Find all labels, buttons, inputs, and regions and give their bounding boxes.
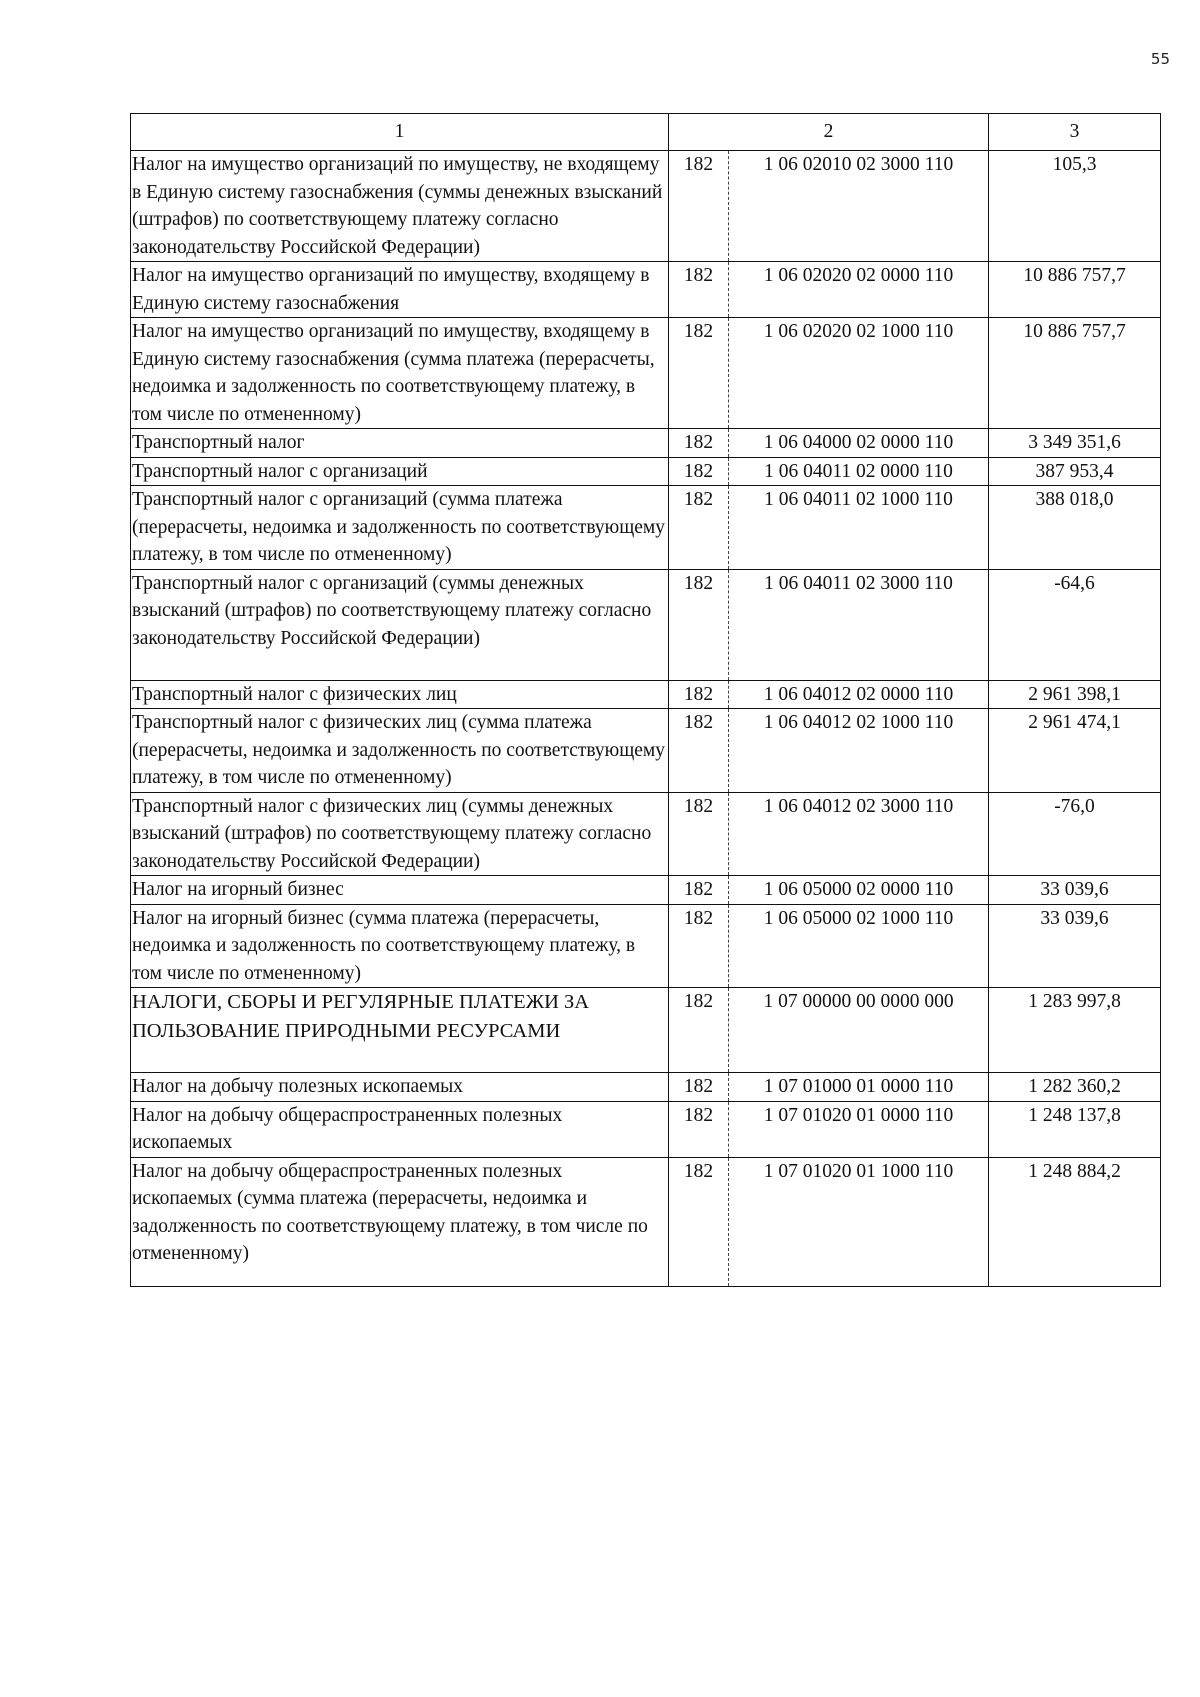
row-admin-code: 182	[669, 988, 729, 1073]
row-amount: 1 248 884,2	[989, 1157, 1161, 1286]
column-header-1: 1	[131, 114, 669, 151]
table-row	[131, 988, 1161, 1073]
row-budget-code: 1 06 04012 02 0000 110	[729, 680, 989, 709]
row-amount: 33 039,6	[989, 876, 1161, 905]
row-amount: 105,3	[989, 151, 1161, 262]
row-admin-code: 182	[669, 318, 729, 429]
row-budget-code: 1 06 05000 02 1000 110	[729, 904, 989, 988]
row-budget-code: 1 07 01020 01 1000 110	[729, 1157, 989, 1286]
table-row	[131, 1101, 1161, 1157]
row-name: Налог на добычу полезных ископаемых	[131, 1073, 669, 1102]
table-row	[131, 876, 1161, 905]
row-admin-code: 182	[669, 876, 729, 905]
row-amount: 388 018,0	[989, 486, 1161, 570]
row-name: Налог на имущество организаций по имуществу, входящему в Единую систему газоснабжения (сумма платежа (перерасчеты, недоимка и задолженность по соответствующему платежу, в том числе по отмененному)	[131, 318, 669, 429]
row-budget-code: 1 07 01020 01 0000 110	[729, 1101, 989, 1157]
row-budget-code: 1 06 05000 02 0000 110	[729, 876, 989, 905]
row-admin-code: 182	[669, 680, 729, 709]
column-header-2: 2	[669, 114, 989, 151]
row-admin-code: 182	[669, 709, 729, 793]
row-admin-code: 182	[669, 1073, 729, 1102]
table-row	[131, 429, 1161, 458]
row-amount: 2 961 398,1	[989, 680, 1161, 709]
row-name: Транспортный налог с организаций	[131, 457, 669, 486]
row-name: Транспортный налог	[131, 429, 669, 458]
row-admin-code: 182	[669, 457, 729, 486]
row-amount: 1 283 997,8	[989, 988, 1161, 1073]
row-amount: 10 886 757,7	[989, 262, 1161, 318]
row-budget-code: 1 07 01000 01 0000 110	[729, 1073, 989, 1102]
table-row	[131, 151, 1161, 262]
row-name: Транспортный налог с физических лиц	[131, 680, 669, 709]
row-admin-code: 182	[669, 151, 729, 262]
table-row	[131, 457, 1161, 486]
row-admin-code: 182	[669, 1101, 729, 1157]
table-row	[131, 318, 1161, 429]
table-row	[131, 792, 1161, 876]
row-amount: 387 953,4	[989, 457, 1161, 486]
row-name: Налог на имущество организаций по имуществу, не входящему в Единую систему газоснабжения (суммы денежных взысканий (штрафов) по соответствующему платежу согласно законодательству Российской Федерации)	[131, 151, 669, 262]
row-amount: 2 961 474,1	[989, 709, 1161, 793]
row-admin-code: 182	[669, 792, 729, 876]
row-amount: 1 248 137,8	[989, 1101, 1161, 1157]
table-row	[131, 569, 1161, 680]
row-admin-code: 182	[669, 429, 729, 458]
table-row	[131, 1157, 1161, 1286]
row-admin-code: 182	[669, 262, 729, 318]
page-number: 55	[1150, 50, 1170, 68]
row-name: НАЛОГИ, СБОРЫ И РЕГУЛЯРНЫЕ ПЛАТЕЖИ ЗА ПОЛЬЗОВАНИЕ ПРИРОДНЫМИ РЕСУРСАМИ	[131, 988, 669, 1073]
row-budget-code: 1 06 02020 02 1000 110	[729, 318, 989, 429]
row-budget-code: 1 06 04000 02 0000 110	[729, 429, 989, 458]
row-budget-code: 1 06 02020 02 0000 110	[729, 262, 989, 318]
row-amount: -76,0	[989, 792, 1161, 876]
table-row	[131, 1073, 1161, 1102]
revenue-table	[130, 113, 1161, 1287]
row-name: Транспортный налог с организаций (суммы денежных взысканий (штрафов) по соответствующему платежу согласно законодательству Российской Федерации)	[131, 569, 669, 680]
table-row	[131, 680, 1161, 709]
table-row	[131, 904, 1161, 988]
table-header-row	[131, 114, 1161, 151]
row-name: Налог на игорный бизнес	[131, 876, 669, 905]
row-amount: -64,6	[989, 569, 1161, 680]
row-amount: 10 886 757,7	[989, 318, 1161, 429]
row-admin-code: 182	[669, 1157, 729, 1286]
row-name: Налог на добычу общераспространенных полезных ископаемых	[131, 1101, 669, 1157]
row-amount: 3 349 351,6	[989, 429, 1161, 458]
row-budget-code: 1 06 04011 02 3000 110	[729, 569, 989, 680]
row-name: Транспортный налог с физических лиц (суммы денежных взысканий (штрафов) по соответствующему платежу согласно законодательству Российской Федерации)	[131, 792, 669, 876]
row-name: Налог на игорный бизнес (сумма платежа (перерасчеты, недоимка и задолженность по соответствующему платежу, в том числе по отмененному)	[131, 904, 669, 988]
row-budget-code: 1 07 00000 00 0000 000	[729, 988, 989, 1073]
table-row	[131, 709, 1161, 793]
table-row	[131, 486, 1161, 570]
row-admin-code: 182	[669, 486, 729, 570]
row-amount: 1 282 360,2	[989, 1073, 1161, 1102]
row-budget-code: 1 06 04012 02 3000 110	[729, 792, 989, 876]
row-name: Налог на добычу общераспространенных полезных ископаемых (сумма платежа (перерасчеты, недоимка и задолженность по соответствующему платежу, в том числе по отмененному)	[131, 1157, 669, 1286]
row-budget-code: 1 06 04011 02 0000 110	[729, 457, 989, 486]
row-budget-code: 1 06 04012 02 1000 110	[729, 709, 989, 793]
row-name: Налог на имущество организаций по имуществу, входящему в Единую систему газоснабжения	[131, 262, 669, 318]
row-budget-code: 1 06 02010 02 3000 110	[729, 151, 989, 262]
row-admin-code: 182	[669, 904, 729, 988]
row-admin-code: 182	[669, 569, 729, 680]
column-header-3: 3	[989, 114, 1161, 151]
row-name: Транспортный налог с физических лиц (сумма платежа (перерасчеты, недоимка и задолженность по соответствующему платежу, в том числе по отмененному)	[131, 709, 669, 793]
row-name: Транспортный налог с организаций (сумма платежа (перерасчеты, недоимка и задолженность по соответствующему платежу, в том числе по отмененному)	[131, 486, 669, 570]
table-row	[131, 262, 1161, 318]
row-budget-code: 1 06 04011 02 1000 110	[729, 486, 989, 570]
row-amount: 33 039,6	[989, 904, 1161, 988]
